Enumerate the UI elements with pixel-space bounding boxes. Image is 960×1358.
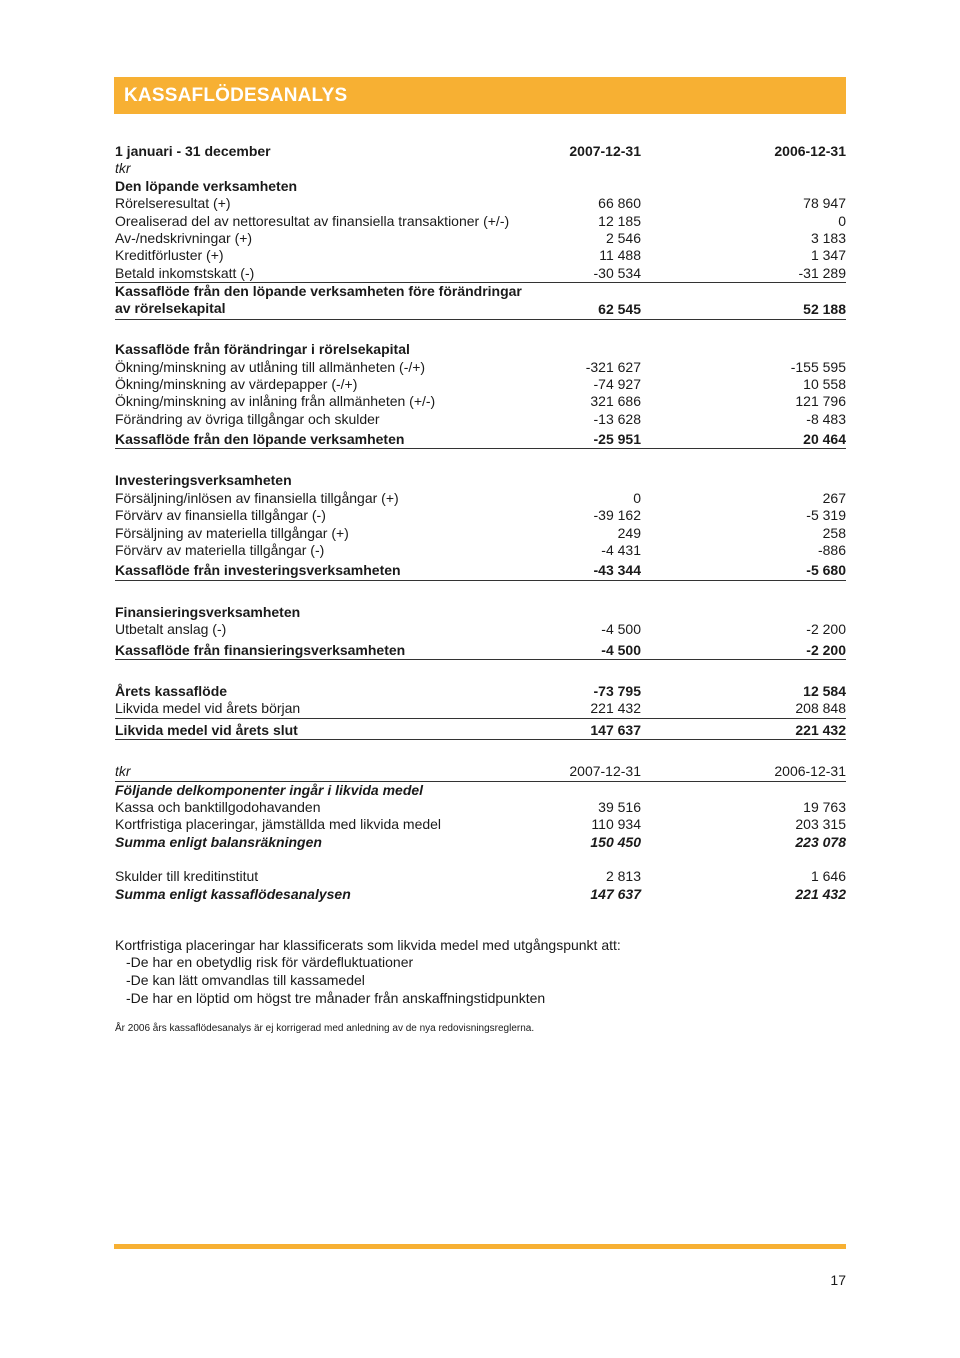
- unit-label: tkr: [115, 763, 131, 780]
- row-label: Utbetalt anslag (-): [115, 621, 227, 638]
- row-label: Ökning/minskning av värdepapper (-/+): [115, 375, 358, 392]
- debt-row: [115, 868, 846, 885]
- value-2007: 12 185: [598, 212, 641, 229]
- year-cashflow-row: [115, 683, 846, 700]
- subtotal-label: [115, 283, 595, 317]
- row-label: Av-/nedskrivningar (+): [115, 229, 253, 246]
- value-2006: -155 595: [790, 358, 846, 375]
- value-2006: -886: [817, 542, 846, 559]
- section-heading-label: Finansieringsverksamheten: [115, 603, 301, 620]
- subtotal-label-line1: Kassaflöde från den löpande verksamheten före förändringar: [115, 283, 522, 300]
- subtotal-label-line2: av rörelsekapital: [115, 300, 226, 317]
- total-row: [115, 562, 846, 580]
- table-row: [115, 265, 846, 283]
- unit-label: tkr: [115, 160, 131, 177]
- table-row: [115, 621, 846, 638]
- value-2006: -2 200: [806, 621, 846, 638]
- components-header-row: [115, 763, 846, 781]
- value-2007: -73 795: [593, 682, 641, 699]
- value-2006: -2 200: [806, 641, 846, 658]
- value-2007: 150 450: [590, 833, 641, 850]
- table-row: [115, 816, 846, 833]
- row-label: Försäljning/inlösen av finansiella tillgångar (+): [115, 489, 399, 506]
- value-2006: 121 796: [795, 393, 846, 410]
- value-2006: 1 646: [810, 868, 846, 885]
- page-number: 17: [830, 1272, 846, 1288]
- section-heading: [115, 604, 846, 621]
- table-row: [115, 525, 846, 542]
- value-2006: 52 188: [803, 301, 846, 318]
- row-label: Förvärv av finansiella tillgångar (-): [115, 507, 326, 524]
- row-label: Summa enligt kassaflödesanalysen: [115, 885, 351, 902]
- value-2006: 208 848: [795, 700, 846, 717]
- notes-intro: Kortfristiga placeringar har klassificerats som likvida medel med utgångspunkt att:: [115, 936, 621, 953]
- value-2006: 223 078: [795, 833, 846, 850]
- value-2007: 66 860: [598, 195, 641, 212]
- cash-begin-row: [115, 700, 846, 718]
- value-2007: 2 546: [605, 229, 641, 246]
- row-label: Skulder till kreditinstitut: [115, 868, 259, 885]
- column-header-row: [115, 143, 846, 160]
- total-row: [115, 642, 846, 660]
- value-2006: 10 558: [803, 375, 846, 392]
- total-label: Kassaflöde från investeringsverksamheten: [115, 562, 401, 579]
- row-label: Ökning/minskning av utlåning till allmänheten (-/+): [115, 358, 426, 375]
- value-2007: -25 951: [593, 431, 641, 448]
- value-2006: 1 347: [810, 247, 846, 264]
- value-2007: 39 516: [598, 798, 641, 815]
- row-label: Ökning/minskning av inlåning från allmänheten (+/-): [115, 393, 436, 410]
- value-2007: -30 534: [593, 264, 641, 281]
- column-2007: 2007-12-31: [569, 143, 641, 159]
- column-2007: 2007-12-31: [569, 763, 641, 780]
- value-2007: -4 500: [601, 641, 641, 658]
- value-2007: -4 431: [601, 542, 641, 559]
- row-label: Förändring av övriga tillgångar och skulder: [115, 410, 380, 427]
- section-heading: [115, 472, 846, 489]
- value-2007: -43 344: [593, 562, 641, 579]
- row-label: Rörelseresultat (+): [115, 195, 231, 212]
- notes-bullet: -De har en löptid om högst tre månader från anskaffningstidpunkten: [126, 989, 546, 1006]
- value-2006: 78 947: [803, 195, 846, 212]
- row-label: Kreditförluster (+): [115, 247, 224, 264]
- unit-row: [115, 160, 846, 177]
- section-heading: [115, 178, 846, 195]
- value-2007: 0: [633, 489, 641, 506]
- value-2006: 221 432: [795, 885, 846, 902]
- value-2006: -31 289: [798, 264, 846, 281]
- table-row: [115, 247, 846, 264]
- table-row: [115, 213, 846, 230]
- value-2006: 0: [838, 212, 846, 229]
- table-row: [115, 230, 846, 247]
- section-heading-label: Följande delkomponenter ingår i likvida medel: [115, 781, 424, 798]
- total-label: Kassaflöde från den löpande verksamheten: [115, 431, 405, 448]
- value-2006: 20 464: [803, 431, 846, 448]
- table-row: [115, 376, 846, 393]
- value-2007: 147 637: [590, 721, 641, 738]
- subtotal-row: [115, 283, 846, 320]
- cash-end-row: [115, 722, 846, 740]
- table-row: [115, 490, 846, 507]
- table-row: [115, 393, 846, 410]
- row-label: Kortfristiga placeringar, jämställda med likvida medel: [115, 816, 442, 833]
- footnote: År 2006 års kassaflödesanalys är ej korrigerad med anledning av de nya redovisningsreglerna.: [115, 1023, 535, 1035]
- value-2006: 19 763: [803, 798, 846, 815]
- table-row: [115, 542, 846, 559]
- sum-balance-row: [115, 834, 846, 851]
- column-2006: 2006-12-31: [774, 763, 846, 780]
- table-row: [115, 359, 846, 376]
- row-label: Kassa och banktillgodohavanden: [115, 798, 321, 815]
- section-heading: [115, 341, 846, 358]
- value-2007: 249: [617, 524, 641, 541]
- notes: [115, 937, 846, 1007]
- row-label: Förvärv av materiella tillgångar (-): [115, 542, 325, 559]
- value-2007: -39 162: [593, 507, 641, 524]
- value-2007: 62 545: [598, 301, 641, 318]
- value-2006: 3 183: [810, 229, 846, 246]
- row-label: Försäljning av materiella tillgångar (+): [115, 524, 349, 541]
- value-2006: 12 584: [803, 682, 846, 699]
- value-2006: 258: [822, 524, 846, 541]
- value-2006: -8 483: [806, 410, 846, 427]
- sum-cashflow-row: [115, 886, 846, 903]
- value-2006: 221 432: [795, 721, 846, 738]
- value-2007: 2 813: [605, 868, 641, 885]
- value-2006: 267: [822, 489, 846, 506]
- section-heading: [115, 782, 846, 799]
- page-title-banner: KASSAFLÖDESANALYS: [114, 77, 846, 114]
- row-label: Likvida medel vid årets början: [115, 700, 301, 717]
- row-label: Betald inkomstskatt (-): [115, 264, 255, 281]
- notes-bullet: -De har en obetydlig risk för värdefluktuationer: [126, 954, 414, 971]
- table-row: [115, 195, 846, 212]
- value-2007: 321 686: [590, 393, 641, 410]
- value-2007: -321 627: [585, 358, 641, 375]
- table-row: [115, 411, 846, 428]
- row-label: Summa enligt balansräkningen: [115, 833, 322, 850]
- value-2006: 203 315: [795, 816, 846, 833]
- column-2006: 2006-12-31: [774, 143, 846, 159]
- value-2007: -13 628: [593, 410, 641, 427]
- period-label: 1 januari - 31 december: [115, 143, 271, 159]
- value-2007: 11 488: [599, 247, 641, 264]
- value-2007: -74 927: [593, 375, 641, 392]
- table-row: [115, 507, 846, 524]
- value-2007: 221 432: [590, 700, 641, 717]
- row-label: Likvida medel vid årets slut: [115, 721, 298, 738]
- section-heading-label: Den löpande verksamheten: [115, 177, 298, 194]
- row-label: Årets kassaflöde: [115, 682, 228, 699]
- section-heading-label: Kassaflöde från förändringar i rörelsekapital: [115, 341, 410, 358]
- total-row: [115, 431, 846, 449]
- table-row: [115, 799, 846, 816]
- total-label: Kassaflöde från finansieringsverksamheten: [115, 641, 406, 658]
- value-2006: -5 319: [806, 507, 846, 524]
- value-2007: 147 637: [590, 885, 641, 902]
- value-2007: -4 500: [601, 621, 641, 638]
- value-2007: 110 934: [591, 816, 641, 833]
- cashflow-statement: [115, 143, 846, 1034]
- bottom-accent-bar: [114, 1244, 846, 1249]
- value-2006: -5 680: [806, 562, 846, 579]
- section-heading-label: Investeringsverksamheten: [115, 472, 292, 489]
- notes-bullet: -De kan lätt omvandlas till kassamedel: [126, 972, 365, 989]
- row-label: Orealiserad del av nettoresultat av finansiella transaktioner (+/-): [115, 212, 510, 229]
